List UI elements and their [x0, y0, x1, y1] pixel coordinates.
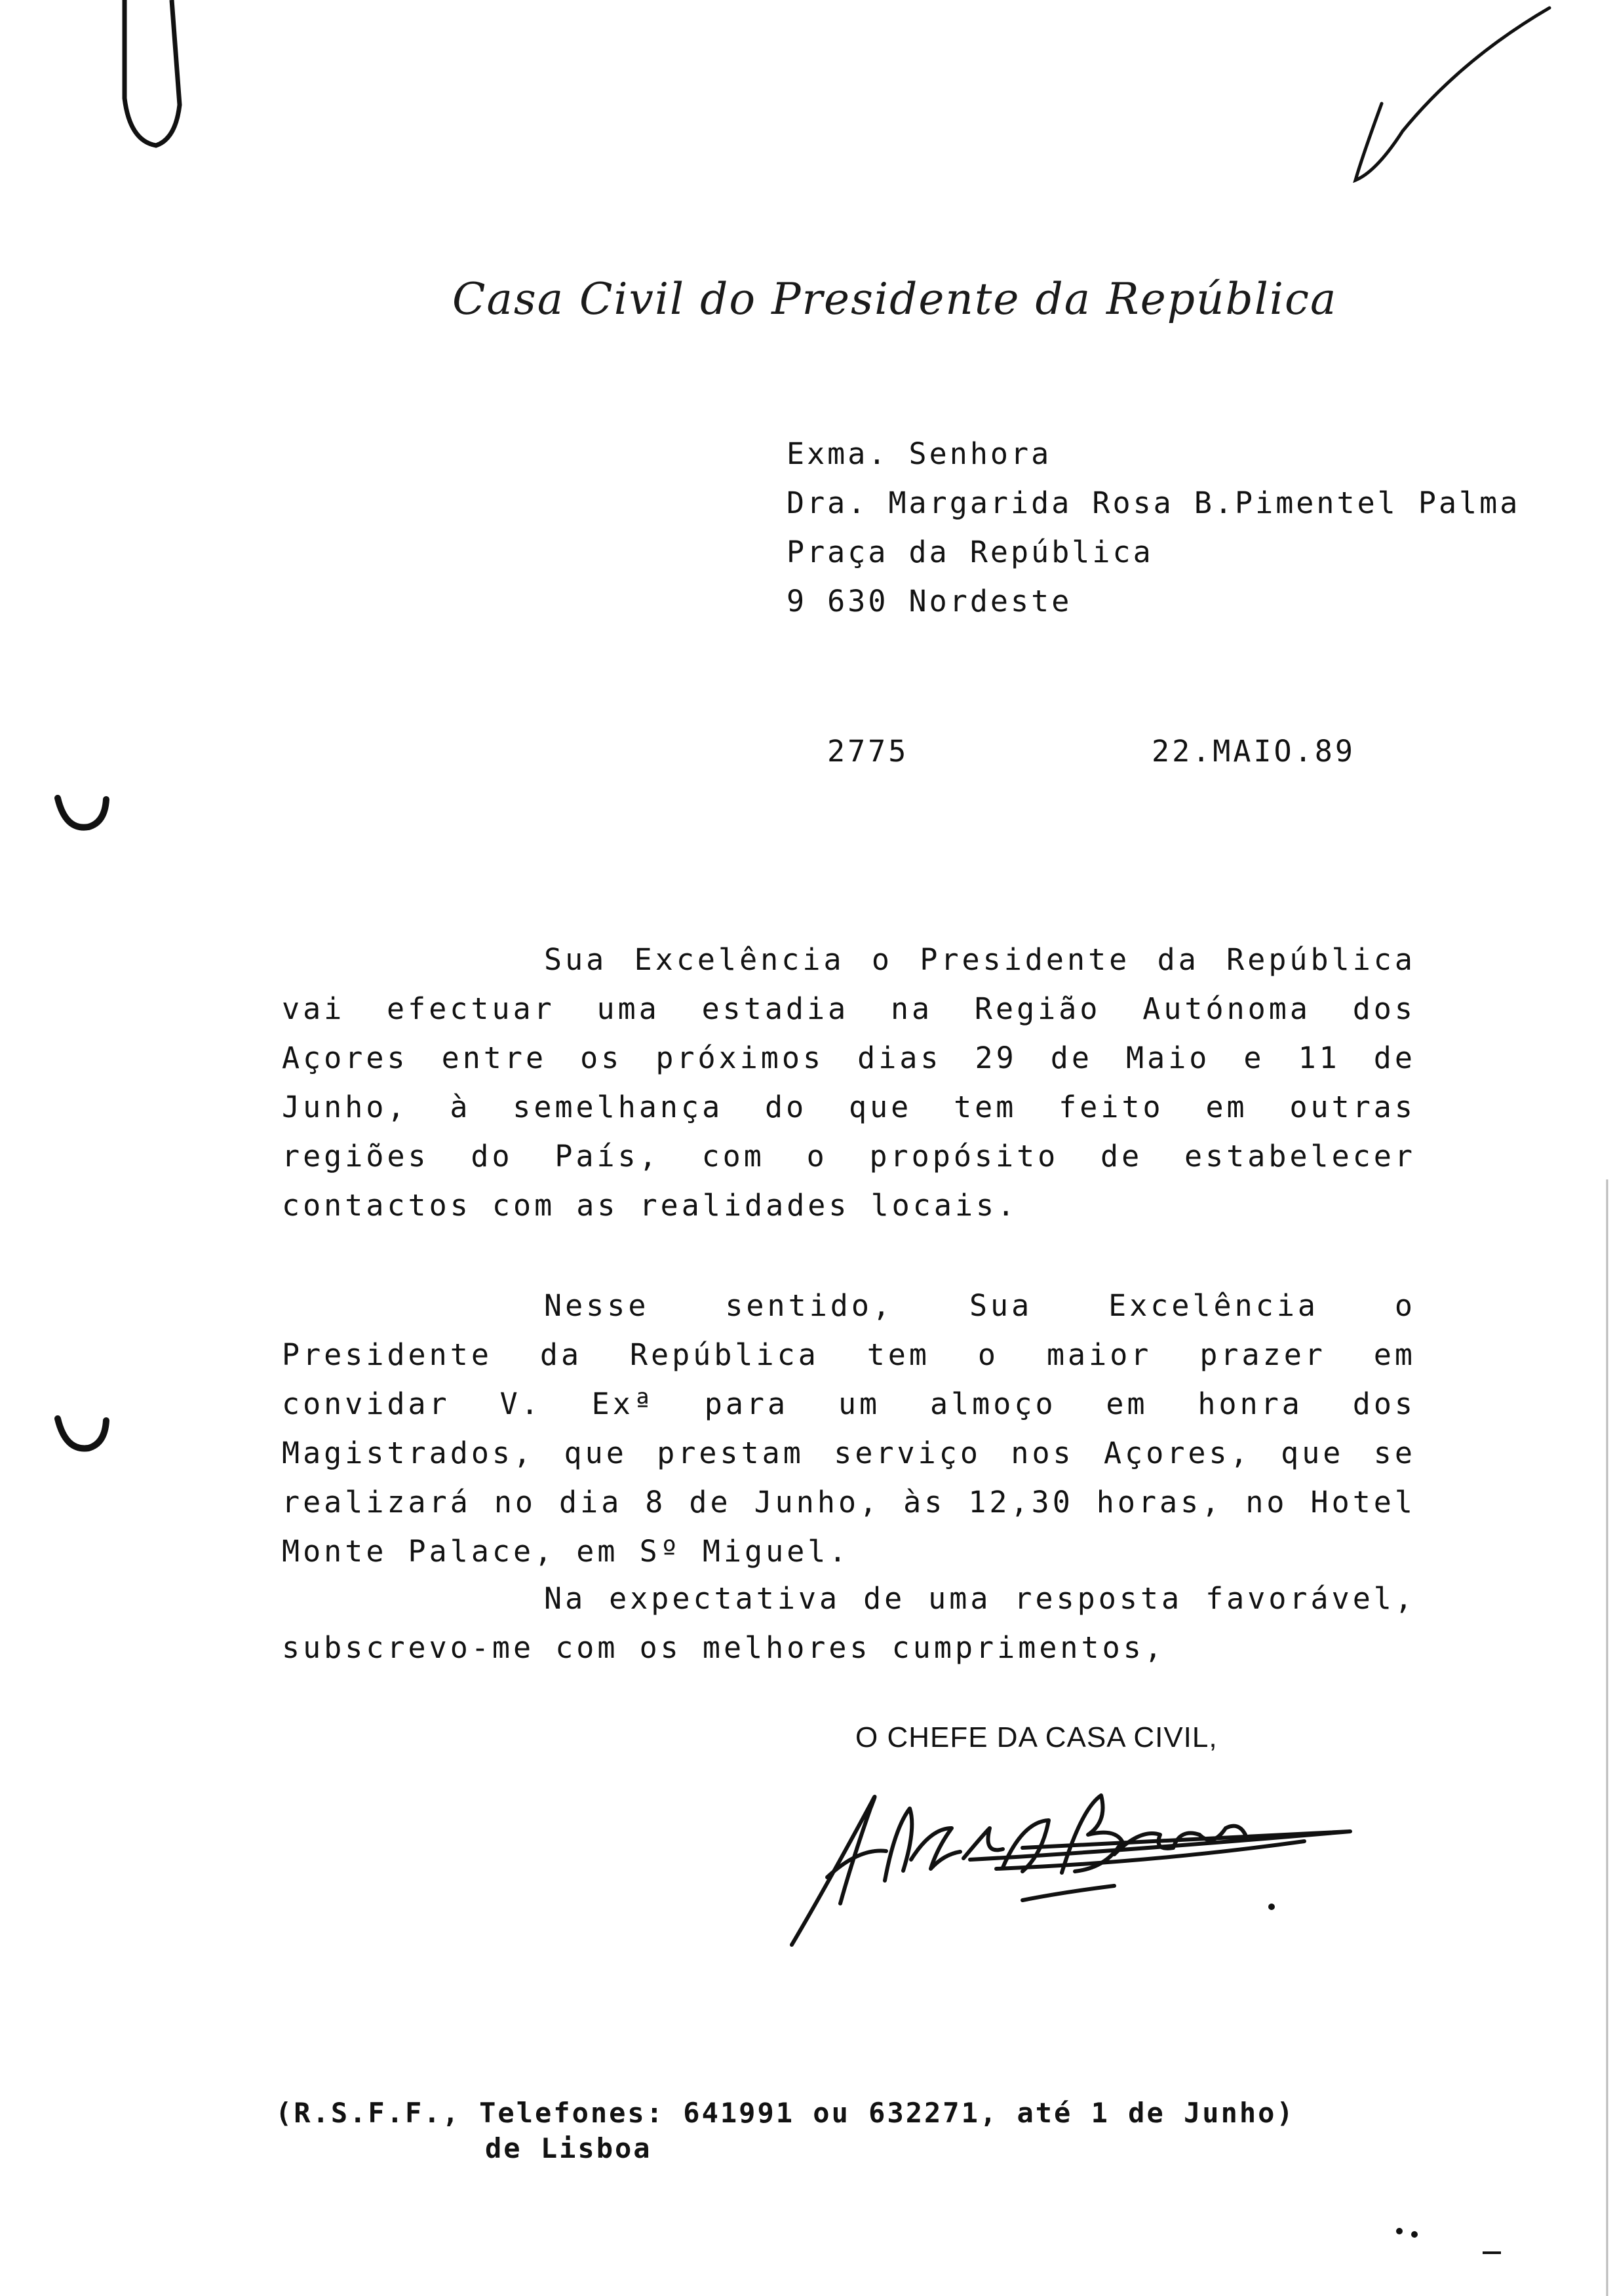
- body-paragraph-1: [282, 935, 1416, 1230]
- binder-clip-mark: [125, 0, 180, 145]
- paragraph-3-text: Na expectativa de uma resposta favorável, subscrevo-me com os melhores cumprimentos,: [282, 1581, 1416, 1665]
- recipient-name: Dra. Margarida Rosa B.Pimentel Palma: [787, 486, 1521, 520]
- signature-dot: [1268, 1904, 1275, 1910]
- stray-dot-2: [1411, 2231, 1418, 2238]
- punch-hole-mark-1: [58, 798, 106, 828]
- recipient-postal: 9 630 Nordeste: [787, 584, 1072, 619]
- reference-number: 2775: [827, 734, 909, 769]
- paragraph-2-text: Nesse sentido, Sua Excelência o Presidente da República tem o maior prazer em convidar V. Exª para um almoço em honra dos Magistrados, que prestam serviço nos Açores, que se realizará no dia 8 de Junho, às 12,30 horas, no Hotel Monte Palace, em Sº Miguel.: [282, 1288, 1416, 1569]
- closing-title: O CHEFE DA CASA CIVIL,: [855, 1721, 1218, 1753]
- recipient-salutation: Exma. Senhora: [787, 436, 1052, 471]
- check-mark: [1355, 8, 1549, 180]
- stray-dot-1: [1396, 2228, 1403, 2234]
- signature-drawing: [792, 1795, 1350, 1945]
- footer-line-2: de Lisboa: [485, 2132, 652, 2164]
- recipient-street: Praça da República: [787, 535, 1154, 569]
- body-paragraph-3: [282, 1574, 1416, 1672]
- paragraph-1-text: Sua Excelência o Presidente da República vai efectuar uma estadia na Região Autónoma dos Açores entre os próximos dias 29 de Maio e 11 de Junho, à semelhança do que tem feito em outras regiões do País, com o propósito de estabelecer contactos com as realidades locais.: [282, 942, 1416, 1223]
- recipient-address: [787, 429, 1520, 626]
- footer-note: [275, 2095, 1295, 2166]
- body-paragraph-2: [282, 1281, 1416, 1576]
- punch-hole-mark-2: [58, 1419, 106, 1448]
- letter-date: 22.MAIO.89: [1152, 734, 1355, 769]
- footer-line-1: (R.S.F.F., Telefones: 641991 ou 632271, até 1 de Junho): [275, 2097, 1295, 2129]
- letterhead: Casa Civil do Presidente da República: [452, 274, 1338, 324]
